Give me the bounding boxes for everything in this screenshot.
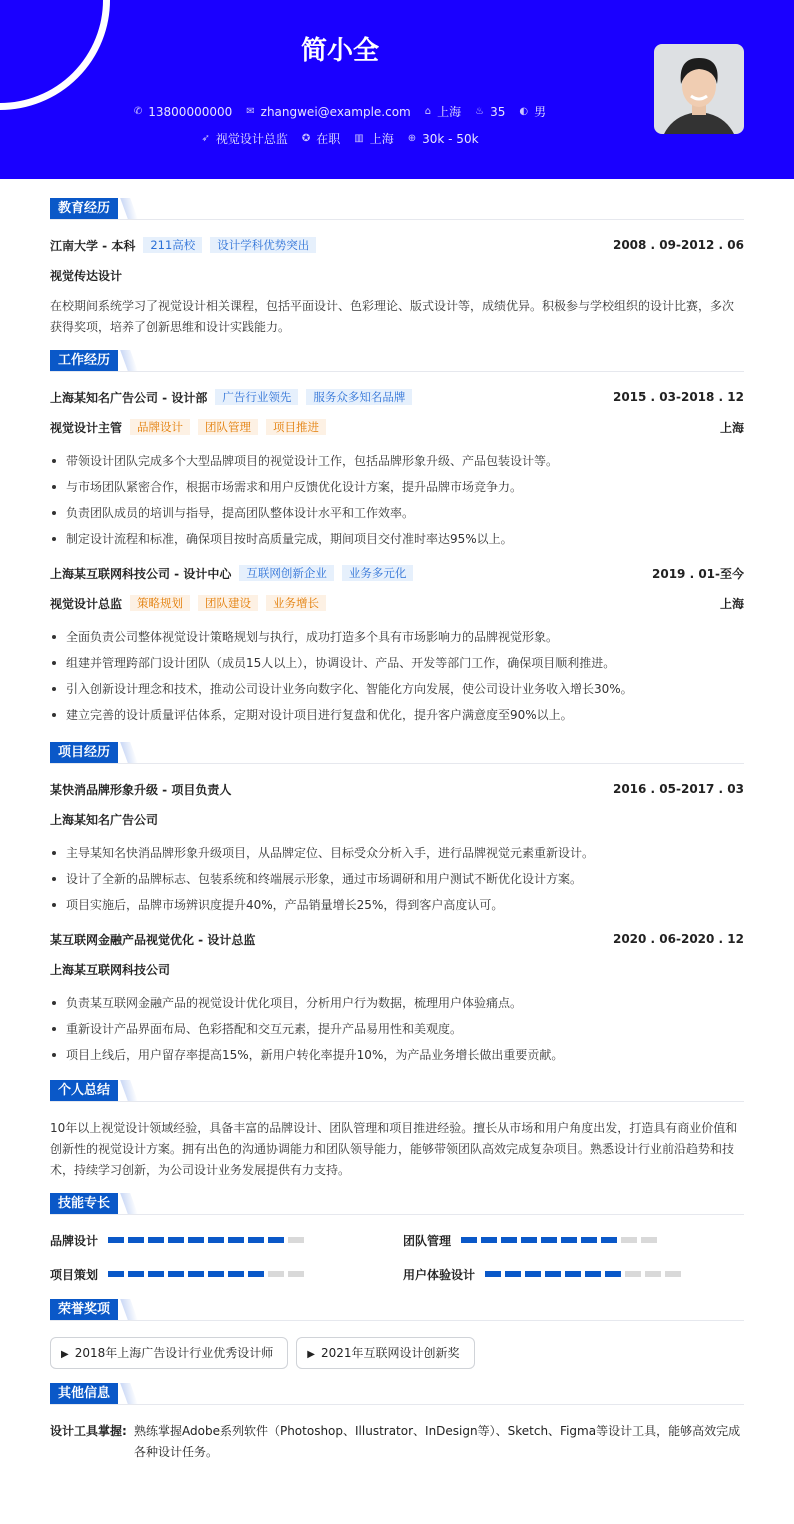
major: 视觉传达设计 (50, 268, 123, 283)
phone-icon: ✆ (133, 106, 143, 117)
summary-text: 10年以上视觉设计领域经验，具备丰富的品牌设计、团队管理和项目推进经验。擅长从市场和用户角度出发，打造具有商业价值和创新性的视觉设计方案。拥有出色的沟通协调能力和团队领导能力，能够带领团队高效完成复杂项目。熟悉设计行业前沿趋势和技术，持续学习创新，为公司设计业务发展提供有力支持。 (50, 1121, 738, 1177)
project-name: 某快消品牌形象升级 - 项目负责人 (50, 782, 232, 797)
skill-level-segment (248, 1237, 264, 1243)
section-awards: 荣誉奖项 (50, 1299, 744, 1321)
home-icon: ⌂ (424, 106, 432, 117)
skill-level-segment (288, 1271, 304, 1277)
salary: 30k - 50k (422, 131, 479, 146)
skill-level-segment (641, 1237, 657, 1243)
skill-level-segment (645, 1271, 661, 1277)
project-header (50, 780, 744, 798)
skill-level-segment (505, 1271, 521, 1277)
role-tag: 品牌设计 (130, 419, 190, 435)
skill-level-segment (128, 1237, 144, 1243)
project-header (50, 930, 744, 948)
skill-level-segment (188, 1237, 204, 1243)
bullet: 带领设计团队完成多个大型品牌项目的视觉设计工作，包括品牌形象升级、产品包装设计等。 (50, 448, 744, 474)
company-tag: 互联网创新企业 (239, 565, 334, 581)
skill-name: 项目策划 (50, 1267, 99, 1282)
section-education: 教育经历 (50, 198, 744, 220)
building-icon: ▥ (354, 133, 364, 144)
gender: 男 (534, 105, 547, 119)
work-header (50, 564, 744, 582)
skill-level-segment (541, 1237, 557, 1243)
status-icon: ✪ (301, 133, 311, 144)
bullet: 负责某互联网金融产品的视觉设计优化项目，分析用户行为数据，梳理用户体验痛点。 (50, 990, 744, 1016)
bullet: 建立完善的设计质量评估体系，定期对设计项目进行复盘和优化，提升客户满意度至90%以上。 (50, 702, 744, 728)
company-tag: 广告行业领先 (215, 389, 298, 405)
skill-level-segment (108, 1271, 124, 1277)
skill-level-segment (625, 1271, 641, 1277)
skill-level-segment (585, 1271, 601, 1277)
gender-icon: ◐ (519, 106, 529, 117)
skill-level-segment (148, 1237, 164, 1243)
award-label: 2018年上海广告设计行业优秀设计师 (74, 1346, 274, 1360)
skill-name: 用户体验设计 (403, 1267, 476, 1282)
work-city: 上海 (719, 420, 744, 435)
award-label: 2021年互联网设计创新奖 (320, 1346, 460, 1360)
project-company: 上海某互联网科技公司 (50, 962, 171, 977)
skill-name: 品牌设计 (50, 1233, 99, 1248)
skill-level-segment (481, 1237, 497, 1243)
work-date: 2015 . 03-2018 . 12 (612, 390, 744, 404)
role: 视觉设计总监 (50, 596, 123, 611)
role-tag: 项目推进 (266, 419, 326, 435)
bullet: 制定设计流程和标准，确保项目按时高质量完成，期间项目交付准时率达95%以上。 (50, 526, 744, 552)
skill-level-segment (485, 1271, 501, 1277)
skill-name: 团队管理 (403, 1233, 452, 1248)
section-skills: 技能专长 (50, 1193, 744, 1215)
resume-body (50, 198, 744, 1463)
role-tag: 团队建设 (198, 595, 258, 611)
role-row (50, 418, 744, 436)
salary-icon: ⊕ (407, 133, 417, 144)
hometown: 上海 (437, 105, 462, 119)
skill-level-segment (248, 1271, 264, 1277)
position: 视觉设计总监 (215, 132, 288, 146)
project-date: 2016 . 05-2017 . 03 (612, 782, 744, 796)
skill-item (50, 1231, 403, 1249)
skill-level-segment (501, 1237, 517, 1243)
skill-level-segment (268, 1271, 284, 1277)
skill-level-segment (228, 1271, 244, 1277)
bullet: 设计了全新的品牌标志、包装系统和终端展示形象，通过市场调研和用户测试不断优化设计方案。 (50, 866, 744, 892)
project-company-row (50, 960, 744, 978)
skill-level-segment (621, 1237, 637, 1243)
mail-icon: ✉ (246, 106, 255, 117)
company-tag: 业务多元化 (342, 565, 414, 581)
skill-level-segment (228, 1237, 244, 1243)
send-icon: ➶ (201, 133, 210, 144)
skill-level-segment (525, 1271, 541, 1277)
status: 在职 (316, 132, 341, 146)
skill-item (50, 1265, 403, 1283)
skill-level-segment (208, 1271, 224, 1277)
contact-row (0, 103, 680, 120)
section-projects: 项目经历 (50, 742, 744, 764)
company: 上海某知名广告公司 - 设计部 (50, 390, 208, 405)
award-item[interactable] (296, 1337, 474, 1369)
project-company-row (50, 810, 744, 828)
skill-level-segment (168, 1237, 184, 1243)
role-row (50, 594, 744, 612)
skill-level-segment (108, 1237, 124, 1243)
section-work: 工作经历 (50, 350, 744, 372)
education-row: 江南大学 - 本科 211高校 设计学科优势突出 2008 . 09-2012 . 06 (50, 238, 744, 253)
resume-header (0, 0, 794, 179)
bullet: 全面负责公司整体视觉设计策略规划与执行，成功打造多个具有市场影响力的品牌视觉形象。 (50, 624, 744, 650)
avatar (654, 44, 744, 134)
skill-level-segment (565, 1271, 581, 1277)
bullet: 与市场团队紧密合作，根据市场需求和用户反馈优化设计方案，提升品牌市场竞争力。 (50, 474, 744, 500)
bullet: 项目上线后，用户留存率提高15%，新用户转化率提升10%，为产品业务增长做出重要贡献。 (50, 1042, 744, 1068)
skill-level-segment (268, 1237, 284, 1243)
skill-level-segment (188, 1271, 204, 1277)
role-tag: 团队管理 (198, 419, 258, 435)
skill-level-segment (545, 1271, 561, 1277)
bullet: 负责团队成员的培训与指导，提高团队整体设计水平和工作效率。 (50, 500, 744, 526)
section-summary: 个人总结 (50, 1080, 744, 1102)
role-tag: 业务增长 (266, 595, 326, 611)
project-company: 上海某知名广告公司 (50, 812, 159, 827)
bullet: 主导某知名快消品牌形象升级项目，从品牌定位、目标受众分析入手，进行品牌视觉元素重新设计。 (50, 840, 744, 866)
project-bullets (50, 990, 744, 1068)
work-header (50, 388, 744, 406)
skill-level-segment (128, 1271, 144, 1277)
skill-level-segment (461, 1237, 477, 1243)
skill-level-segment (168, 1271, 184, 1277)
phone: 13800000000 (148, 104, 233, 119)
skill-item (403, 1231, 743, 1249)
bullet: 项目实施后，品牌市场辨识度提升40%，产品销量增长25%，得到客户高度认可。 (50, 892, 744, 918)
education-desc: 在校期间系统学习了视觉设计相关课程，包括平面设计、色彩理论、版式设计等，成绩优异。积极参与学校组织的设计比赛，多次获得奖项，培养了创新思维和设计实践能力。 (50, 299, 735, 334)
skill-level-segment (148, 1271, 164, 1277)
skill-item (403, 1265, 743, 1283)
awards-list (50, 1337, 744, 1369)
skill-level-segment (561, 1237, 577, 1243)
caret-right-icon: ▶ (61, 1349, 69, 1360)
company: 上海某互联网科技公司 - 设计中心 (50, 566, 232, 581)
skill-level-segment (521, 1237, 537, 1243)
project-bullets (50, 840, 744, 918)
role-tag: 策略规划 (130, 595, 190, 611)
work-bullets (50, 448, 744, 552)
job-intent-row (0, 130, 680, 147)
city: 上海 (369, 132, 394, 146)
candidate-name: 简小全 (300, 36, 379, 66)
skills-grid (50, 1231, 744, 1283)
project-name: 某互联网金融产品视觉优化 - 设计总监 (50, 932, 256, 947)
bullet: 组建并管理跨部门设计团队（成员15人以上），协调设计、产品、开发等部门工作，确保项目顺利推进。 (50, 650, 744, 676)
other-info-row: 设计工具掌握: 熟练掌握Adobe系列软件（Photoshop、Illustrator、InDesign等）、Sketch、Figma等设计工具，能够高效完成各种设计任务。 (50, 1424, 741, 1459)
bullet: 重新设计产品界面布局、色彩搭配和交互元素，提升产品易用性和美观度。 (50, 1016, 744, 1042)
work-date: 2019 . 01-至今 (652, 566, 744, 581)
skill-level-segment (288, 1237, 304, 1243)
bullet: 引入创新设计理念和技术，推动公司设计业务向数字化、智能化方向发展，使公司设计业务收入增长30%。 (50, 676, 744, 702)
role: 视觉设计主管 (50, 420, 123, 435)
skill-level-segment (208, 1237, 224, 1243)
award-item[interactable] (50, 1337, 288, 1369)
skill-level-segment (665, 1271, 681, 1277)
skill-level-segment (605, 1271, 621, 1277)
section-other: 其他信息 (50, 1383, 744, 1405)
age: 35 (490, 104, 506, 119)
email: zhangwei@example.com (260, 104, 411, 119)
project-date: 2020 . 06-2020 . 12 (612, 932, 744, 946)
skill-level-segment (581, 1237, 597, 1243)
cake-icon: ♨ (475, 106, 485, 117)
skill-level-segment (601, 1237, 617, 1243)
company-tag: 服务众多知名品牌 (306, 389, 412, 405)
caret-right-icon: ▶ (307, 1349, 315, 1360)
work-city: 上海 (719, 596, 744, 611)
work-bullets (50, 624, 744, 728)
